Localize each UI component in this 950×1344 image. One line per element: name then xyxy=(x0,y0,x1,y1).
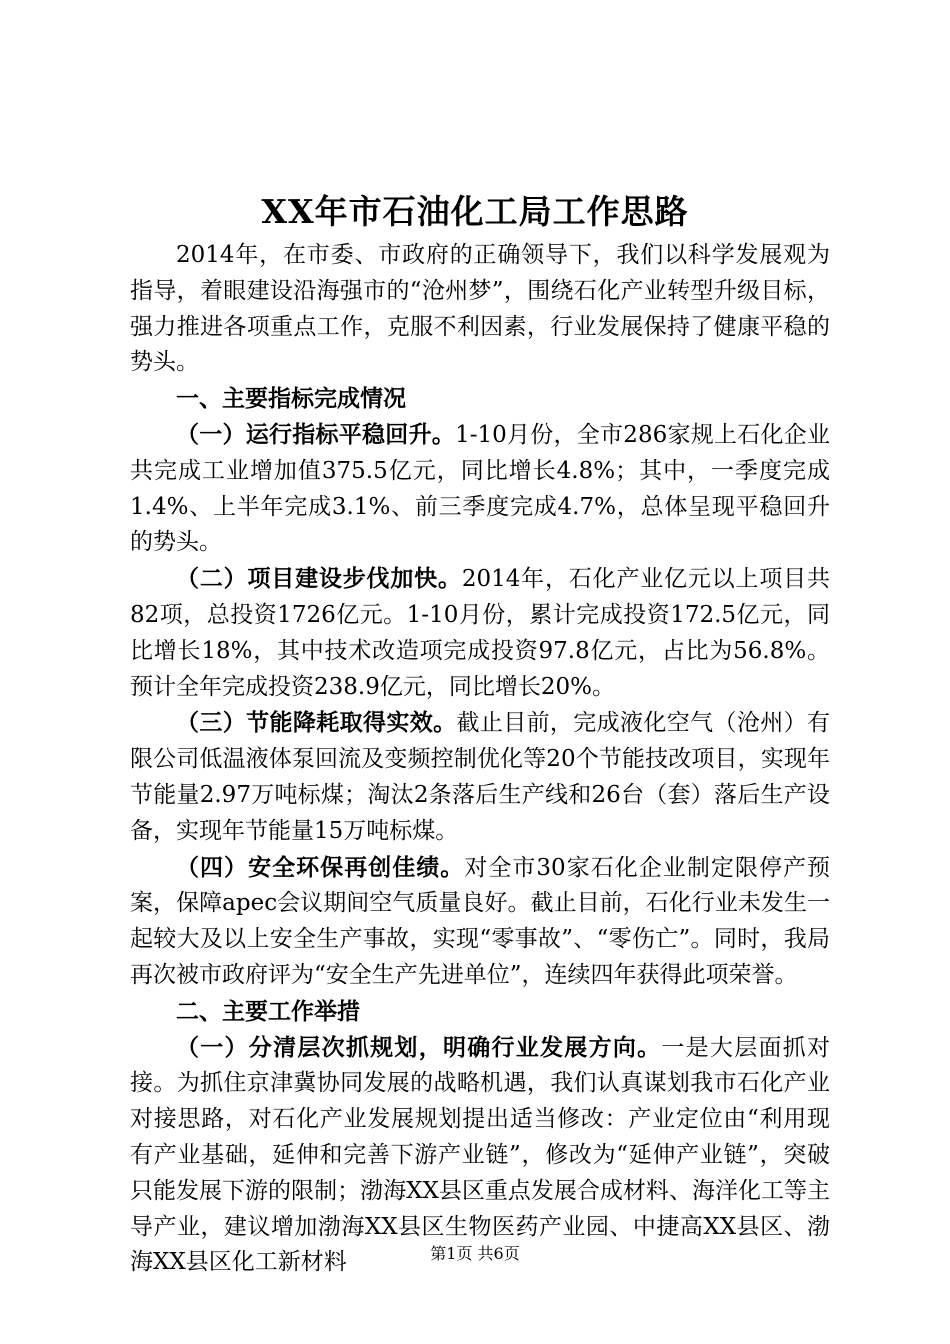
paragraph-lead: （一）运行指标平稳回升。 xyxy=(176,420,456,448)
paragraph-1-4 xyxy=(130,850,830,994)
paragraph-1-3 xyxy=(130,705,830,849)
document-body xyxy=(130,238,830,1281)
document-title: XX年市石油化工局工作思路 xyxy=(261,192,689,231)
paragraph-lead: （四）安全环保再创佳绩。 xyxy=(176,853,465,881)
paragraph-text: 1-10月份，全市286家规上石化企业共完成工业增加值375.5亿元，同比增长4.8%；其中，一季度完成1.4%、上半年完成3.1%、前三季度完成4.7%，总体呈现平稳回升的势头。 xyxy=(130,421,831,556)
paragraph-1-1 xyxy=(130,417,830,561)
paragraph-lead: （三）节能降耗取得实效。 xyxy=(176,709,457,737)
paragraph-text: 2014年，石化产业亿元以上项目共82项，总投资1726亿元。1-10月份，累计完成投资172.5亿元，同比增长18%，其中技术改造项完成投资97.8亿元，占比为56.8%。预计全年完成投资238.9亿元，同比增长20%。 xyxy=(130,566,830,700)
section-heading-1: 一、主要指标完成情况 xyxy=(176,385,406,413)
section-heading-2: 二、主要工作举措 xyxy=(176,997,360,1025)
paragraph-text: 对全市30家石化企业制定限停产预案，保障apec会议期间空气质量良好。截止目前，石化行业未发生一起较大及以上安全生产事故，实现“零事故”、“零伤亡”。同时，我局再次被市政府评为“安全生产先进单位”，连续四年获得此项荣誉。 xyxy=(130,854,830,988)
paragraph-lead: （一）分清层次抓规划，明确行业发展方向。 xyxy=(176,1033,662,1061)
paragraph-1-2 xyxy=(130,561,830,705)
paragraph-text: 截止目前，完成液化空气（沧州）有限公司低温液体泵回流及变频控制优化等20个节能技改项目，实现年节能量2.97万吨标煤；淘汰2条落后生产线和26台（套）落后生产设备，实现年节能量15万吨标煤。 xyxy=(130,710,831,844)
paragraph-lead: （二）项目建设步伐加快。 xyxy=(176,565,462,593)
paragraph-text: 2014年，在市委、市政府的正确领导下，我们以科学发展观为指导，着眼建设沿海强市的“沧州梦”，围绕石化产业转型升级目标，强力推进各项重点工作，克服不利因素，行业发展保持了健康平稳的势头。 xyxy=(130,242,830,376)
paragraph-text: 一是大层面抓对接。为抓住京津冀协同发展的战略机遇，我们认真谋划我市石化产业对接思路，对石化产业发展规划提出适当修改：产业定位由“利用现有产业基础，延伸和完善下游产业链”，修改为“延伸产业链”，突破只能发展下游的限制；渤海XX县区重点发展合成材料、海洋化工等主导产业，建议增加渤海XX县区生物医药产业园、中捷高XX县区、渤海XX县区化工新材料 xyxy=(130,1034,831,1276)
page-footer: 第1页 共6页 xyxy=(430,1244,520,1263)
intro-paragraph xyxy=(130,238,830,381)
